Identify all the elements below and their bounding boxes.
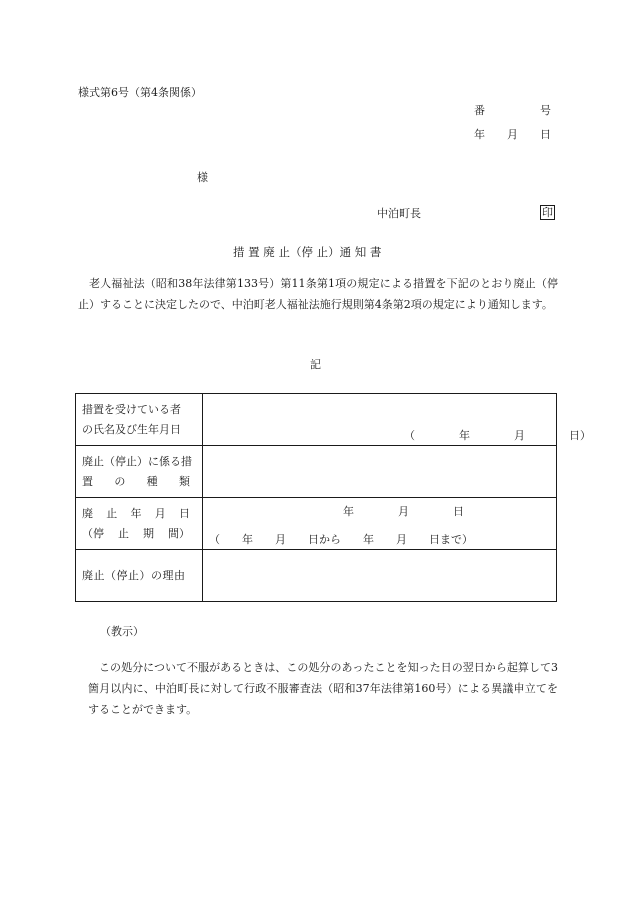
label-char: 置: [82, 474, 93, 488]
recipient-label-line1: 措置を受けている者: [82, 402, 181, 416]
table-row-reason: [76, 550, 557, 602]
measure-type-label-line2: [82, 472, 190, 492]
recipient-label: [76, 394, 203, 446]
birth-date-placeholder: （ 年 月 日）: [404, 429, 591, 442]
reason-value-cell: [203, 550, 557, 602]
recipient-label-line2: の氏名及び生年月日: [82, 422, 181, 436]
label-char: 種: [146, 474, 158, 488]
seal-box: 印: [542, 206, 553, 219]
issuer-name: 中泊町長: [377, 207, 421, 220]
label-char: 止: [118, 526, 129, 540]
label-char: 日: [179, 506, 190, 520]
label-char: 類: [178, 474, 190, 488]
label-char: の: [114, 474, 126, 488]
label-char: 廃: [82, 506, 93, 520]
table-row-discontinuation-date: [76, 498, 557, 550]
discontinuation-date-value-cell: [203, 498, 557, 550]
discontinuation-date-placeholder: 年 月 日: [343, 505, 464, 518]
measure-type-label-line1: 廃止（停止）に係る措: [82, 454, 192, 468]
label-char: （停: [82, 526, 104, 540]
discontinuation-date-label-line1: [82, 504, 190, 524]
notice-heading: （教示）: [100, 625, 144, 638]
label-char: 間）: [168, 526, 190, 540]
recipient-value-cell: [203, 394, 591, 446]
label-char: 月: [154, 506, 166, 520]
reason-label: [76, 550, 203, 602]
body-paragraph: 老人福祉法（昭和38年法律第133号）第11条第1項の規定による措置を下記のとおり廃止（停止）することに決定したので、中泊町老人福祉法施行規則第4条第2項の規定により通知します。: [78, 277, 558, 311]
seal-mark: [540, 206, 555, 220]
document-title: 措 置 廃 止（停 止）通 知 書: [233, 245, 382, 259]
table-row-recipient: [76, 394, 557, 446]
ki-label: 記: [310, 358, 321, 371]
form-number: 様式第6号（第4条関係）: [78, 86, 202, 99]
notice-text: この処分について不服があるときは、この処分のあったことを知った日の翌日から起算して3箇月以内に、中泊町長に対して行政不服審査法（昭和37年法律第160号）による異議申立てをすることができます。: [88, 661, 558, 716]
label-char: 年: [130, 506, 142, 520]
measure-type-value-cell: [203, 446, 557, 498]
recipient-suffix: 様: [197, 171, 208, 184]
details-table: [75, 393, 591, 602]
label-char: 止: [106, 506, 118, 520]
discontinuation-date-label-line2: [82, 524, 190, 544]
measure-type-label: [76, 446, 203, 498]
suspension-period-placeholder: （ 年 月 日から 年 月 日まで）: [209, 533, 473, 546]
reason-label-text: 廃止（停止）の理由: [82, 568, 186, 582]
discontinuation-date-label: [76, 498, 203, 550]
document-number-label: 番 号: [474, 104, 551, 117]
label-char: 期: [143, 526, 154, 540]
table-row-measure-type: [76, 446, 557, 498]
date-label: 年 月 日: [474, 128, 551, 141]
